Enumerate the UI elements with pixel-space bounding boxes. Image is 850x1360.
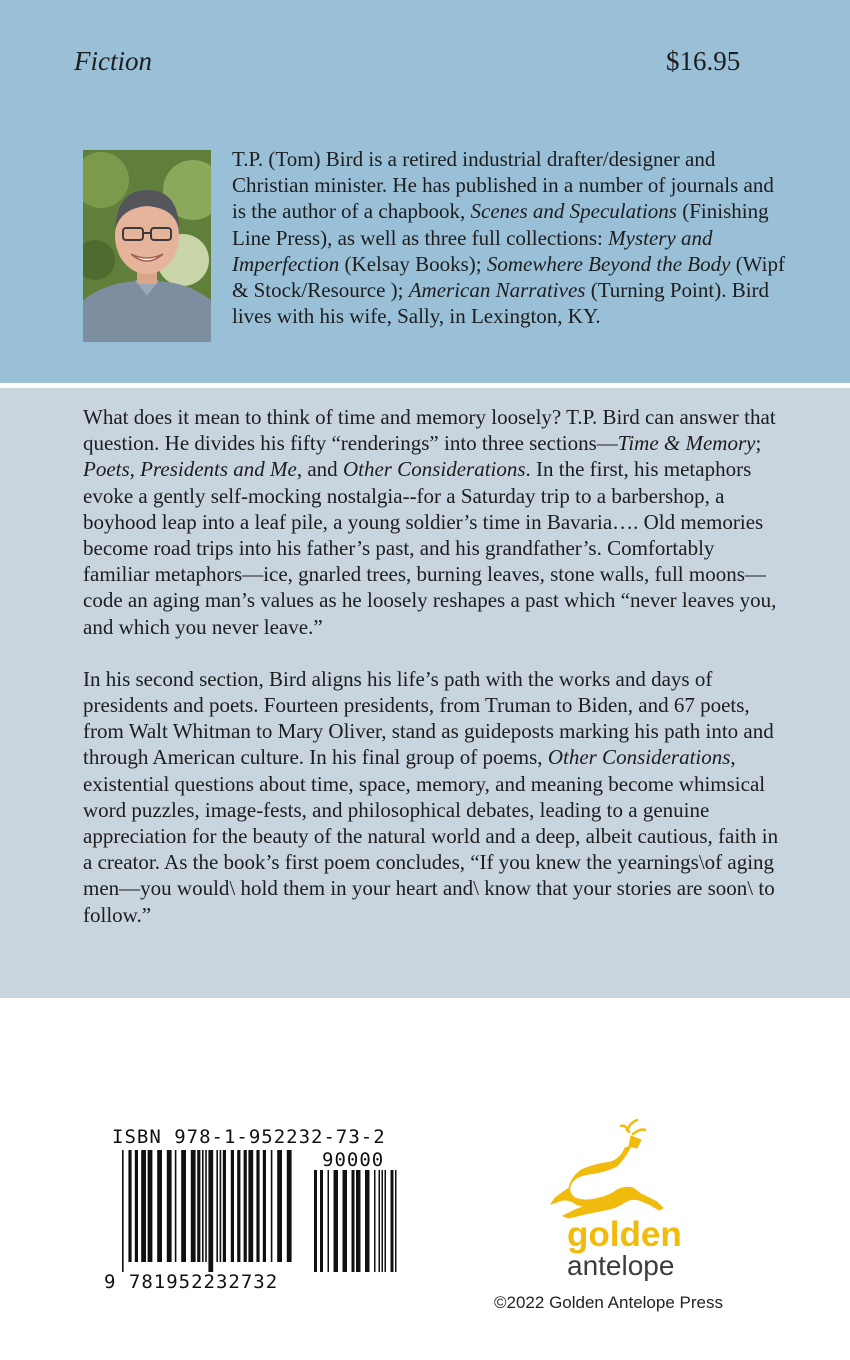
publisher-name-line1: golden [567,1215,682,1254]
addon-bar [395,1170,397,1272]
barcode-bar [287,1150,292,1262]
addon-bar [385,1170,387,1272]
barcode-bar [277,1150,282,1262]
description-segment: , existential questions about time, space, memory, and meaning become whimsical word puzzles, image-fests, and philosophical debates, leading to a genuine appreciation for the beauty of the natural world and a deep, albeit cautious, faith in a creator. As the book’s first poem concludes, “If you knew the yearnings\of aging men—you would\ hold them in your heart and\ know that your stories are soon\ to follow.” [83,745,779,927]
addon-bar [320,1170,323,1272]
barcode-bar [148,1150,153,1262]
book-description [83,404,783,928]
barcode-bar [244,1150,247,1262]
addon-bar [356,1170,361,1272]
barcode-bar [220,1150,222,1262]
description-segment: What does it mean to think of time and memory loosely? T.P. Bird can answer that question. He divides his fifty “renderings” into three sections— [83,405,776,456]
author-photo [83,150,211,342]
addon-bar [382,1170,384,1272]
barcode-bar [231,1150,234,1262]
barcode-bar [197,1150,200,1262]
barcode-digits: 9 781952232732 [104,1271,279,1290]
addon-bar [314,1170,317,1272]
bio-segment: Scenes and Speculations [470,199,677,224]
addon-bar [391,1170,394,1272]
barcode-bar [248,1150,253,1262]
addon-bar [334,1170,339,1272]
description-paragraph-2 [83,666,783,928]
barcode-bar [256,1150,259,1262]
isbn-barcode [100,1150,400,1290]
barcode-bar [167,1150,172,1262]
barcode-bar [175,1150,177,1262]
barcode-bar [263,1150,266,1262]
genre-label: Fiction [74,46,152,76]
addon-bar [374,1170,376,1272]
description-segment: . In the first, his metaphors evoke a gently self-mocking nostalgia--for a Saturday trip to a barbershop, a boyhood leap into a leaf pile, a young soldier’s time in Bavaria…. Old memories become road trips into his father’s past, and his grandfather’s. Comfortably familiar metaphors—ice, gnarled trees, burning leaves, stone walls, full moons—code an aging man’s values as he loosely reshapes a past which “never leaves you, and which you never leave.” [83,457,777,639]
barcode-bar [135,1150,138,1262]
publisher-name-line2: antelope [567,1250,675,1281]
barcode-bar [202,1150,204,1262]
description-segment: , and [296,457,343,482]
barcode-bar [181,1150,186,1262]
barcode-bar [223,1150,226,1262]
addon-bar [379,1170,381,1272]
barcode-bar [205,1150,207,1262]
barcode-bar [128,1150,131,1262]
description-segment: ; [755,431,762,456]
author-bio [232,146,792,329]
description-segment: Poets, Presidents and Me [83,457,297,482]
addon-bar [343,1170,348,1272]
barcode-bar [208,1150,213,1272]
addon-bar [352,1170,355,1272]
description-segment: Other Considerations [342,457,526,482]
bio-segment: (Turning Point). Bird lives with his wife, Sally, in Lexington, KY. [232,278,770,329]
bio-segment: Mystery and Imperfection [232,225,713,276]
addon-bar [365,1170,370,1272]
barcode-bar [191,1150,196,1262]
barcode-bar [141,1150,146,1262]
description-segment: In his second section, Bird aligns his life’s path with the works and days of presidents and poets. Fourteen presidents, from Truman to Biden, and 67 poets, from Walt Whitman to Mary Oliver, stand as guideposts marking his path into and through American culture. In his final group of poems, [83,666,774,770]
bio-segment: (Kelsay Books); [339,251,487,276]
barcode-bar [237,1150,240,1262]
bio-segment: Somewhere Beyond the Body [486,251,731,276]
barcode-bar [122,1150,124,1272]
barcode-bar [216,1150,218,1262]
description-segment: Time & Memory [617,431,756,456]
description-paragraph-1 [83,404,783,640]
price-label: $16.95 [666,46,741,76]
barcode-price-code: 90000 [322,1150,385,1171]
bio-segment: (Finishing Line Press), as well as three full collections: [232,199,769,250]
bio-segment: T.P. (Tom) Bird is a retired industrial drafter/designer and Christian minister. He has published in a number of journals and is the author of a chapbook, [232,147,774,224]
barcode-bar [271,1150,273,1262]
isbn-text: ISBN 978-1-952232-73-2 [112,1126,386,1148]
bio-segment: (Wipf & Stock/Resource ); [232,251,785,303]
barcode-bar [157,1150,162,1262]
description-segment: Other Considerations [547,745,731,770]
addon-bar [328,1170,330,1272]
copyright-notice: ©2022 Golden Antelope Press [494,1293,723,1312]
bio-segment: American Narratives [408,278,586,303]
